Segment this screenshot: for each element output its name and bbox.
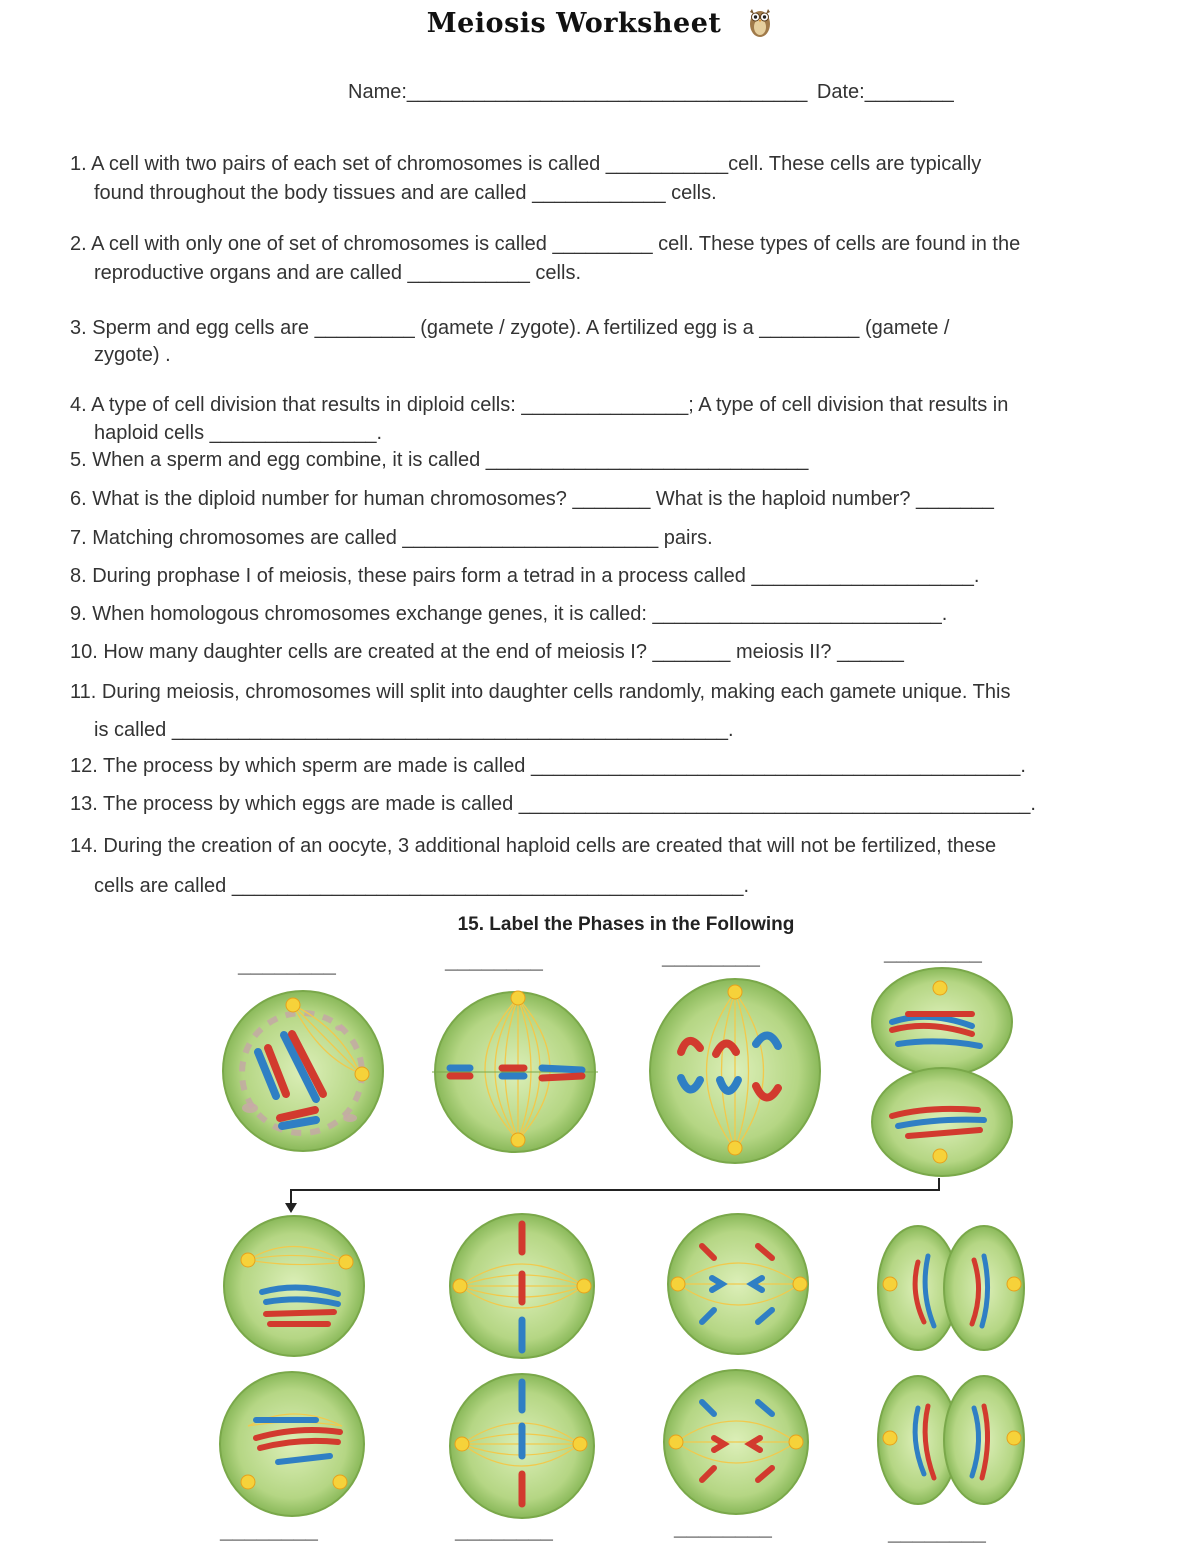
question-11-line2: is called __________________________________________________. bbox=[94, 719, 734, 741]
question-4-line2: haploid cells _______________. bbox=[94, 422, 383, 444]
question-6: 6. What is the diploid number for human chromosomes? _______ What is the haploid number? _______ bbox=[70, 488, 994, 510]
question-3-line2: zygote) . bbox=[94, 344, 171, 366]
question-10: 10. How many daughter cells are created at the end of meiosis I? _______ meiosis II? ______ bbox=[70, 641, 904, 663]
phase-blank-6[interactable]: ________ bbox=[455, 1518, 553, 1543]
worksheet-title bbox=[0, 8, 1200, 39]
phase-blank-2[interactable]: ________ bbox=[445, 948, 543, 973]
question-2-line2: reproductive organs and are called ___________ cells. bbox=[94, 262, 582, 284]
diagram-heading: 15. Label the Phases in the Following bbox=[457, 914, 795, 935]
phase-blank-7[interactable]: ________ bbox=[674, 1515, 772, 1540]
cell-anaphase-ii bbox=[662, 1212, 812, 1516]
name-field[interactable]: Name:____________________________________ bbox=[348, 81, 808, 103]
name-date-row bbox=[348, 81, 954, 104]
question-1 bbox=[70, 150, 981, 208]
title-text: Meiosis Worksheet bbox=[426, 8, 722, 39]
question-8: 8. During prophase I of meiosis, these pairs form a tetrad in a process called ____________________. bbox=[70, 565, 980, 587]
question-4-line1: 4. A type of cell division that results in diploid cells: _______________; A type of cell division that results in bbox=[70, 394, 1009, 416]
question-13: 13. The process by which eggs are made is called ______________________________________________. bbox=[70, 793, 1036, 815]
question-1-line2: found throughout the body tissues and are called ____________ cells. bbox=[94, 182, 717, 204]
question-3 bbox=[70, 315, 949, 369]
phase-blank-1[interactable]: ________ bbox=[238, 952, 336, 977]
question-11 bbox=[70, 673, 1010, 749]
question-4 bbox=[70, 391, 1008, 447]
question-7: 7. Matching chromosomes are called _______________________ pairs. bbox=[70, 527, 713, 549]
phase-blank-3[interactable]: ________ bbox=[662, 944, 760, 969]
cell-metaphase-ii bbox=[448, 1212, 596, 1522]
cell-telophase-i bbox=[868, 966, 1016, 1180]
question-12: 12. The process by which sperm are made is called ____________________________________________. bbox=[70, 755, 1026, 777]
cell-prophase-i bbox=[220, 988, 386, 1154]
phase-blank-8[interactable]: ________ bbox=[888, 1520, 986, 1545]
question-9: 9. When homologous chromosomes exchange genes, it is called: __________________________. bbox=[70, 603, 948, 625]
question-11-line1: 11. During meiosis, chromosomes will split into daughter cells randomly, making each gamete unique. This bbox=[70, 681, 1011, 703]
cell-prophase-ii bbox=[218, 1212, 368, 1522]
question-14-line2: cells are called ______________________________________________. bbox=[94, 875, 750, 897]
question-3-line1: 3. Sperm and egg cells are _________ (gamete / zygote). A fertilized egg is a _________ (gamete / bbox=[70, 317, 950, 339]
phase-blank-4[interactable]: ________ bbox=[884, 940, 982, 965]
owl-icon bbox=[747, 6, 773, 38]
question-2-line1: 2. A cell with only one of set of chromosomes is called _________ cell. These types of cells are found in the bbox=[70, 233, 1021, 255]
cell-telophase-ii bbox=[874, 1222, 1026, 1508]
cell-metaphase-i bbox=[432, 990, 598, 1154]
question-14-line1: 14. During the creation of an oocyte, 3 additional haploid cells are created that will not be fertilized, these bbox=[70, 835, 997, 857]
question-1-line1: 1. A cell with two pairs of each set of chromosomes is called ___________cell. These cells are typically bbox=[70, 153, 982, 175]
question-14 bbox=[70, 826, 996, 906]
phase-blank-5[interactable]: ________ bbox=[220, 1518, 318, 1543]
question-5: 5. When a sperm and egg combine, it is called _____________________________ bbox=[70, 449, 809, 471]
cell-anaphase-i bbox=[648, 976, 822, 1166]
date-field[interactable]: Date:________ bbox=[816, 81, 954, 103]
question-2 bbox=[70, 230, 1020, 288]
